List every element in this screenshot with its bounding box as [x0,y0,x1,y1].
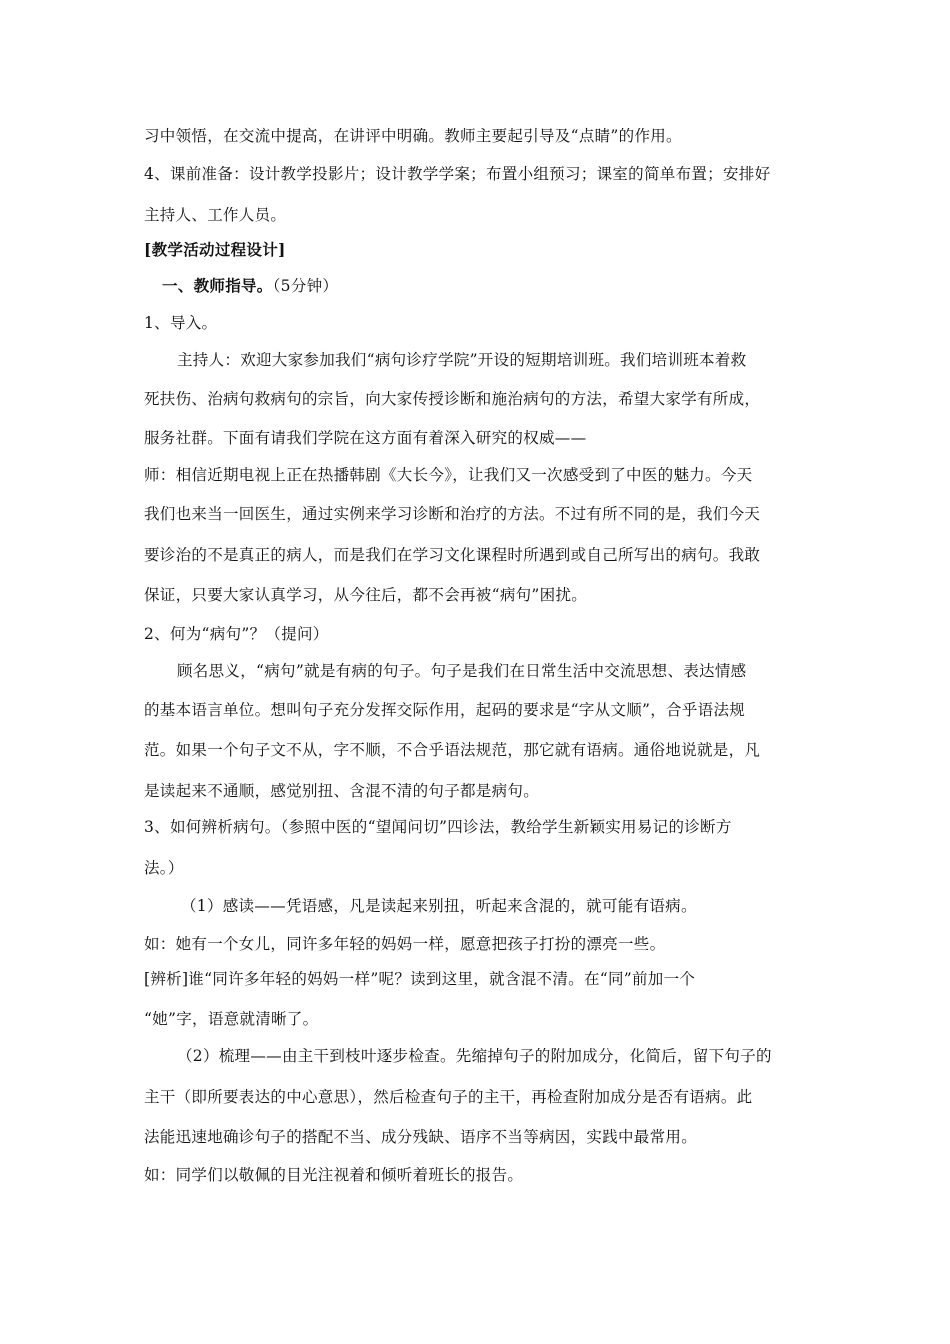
section-heading: [教学活动过程设计] [144,240,286,259]
text-line: [辨析]谁“同许多年轻的妈妈一样”呢？读到这里，就含混不清。在“同”前加一个 [144,970,696,988]
text-line: 保证，只要大家认真学习，从今往后，都不会再被“病句”困扰。 [144,586,588,604]
text-line: 法。） [144,859,184,877]
text-line: 法能迅速地确诊句子的搭配不当、成分残缺、语序不当等病因，实践中最常用。 [144,1128,698,1146]
text-line: （2）梳理——由主干到枝叶逐步检查。先缩掉句子的附加成分，化简后，留下句子的 [177,1047,772,1065]
text-line: 的基本语言单位。想叫句子充分发挥交际作用，起码的要求是“字从文顺”，合乎语法规 [144,701,746,719]
text-line: 主持人：欢迎大家参加我们“病句诊疗学院”开设的短期培训班。我们培训班本着救 [177,351,747,369]
text-line: “她”字，语意就清晰了。 [144,1010,319,1028]
text-line: 2、何为“病句”？（提问） [144,625,329,643]
subheading-title: 一、教师指导。 [162,276,273,295]
text-line: 顾名思义，“病句”就是有病的句子。句子是我们在日常生活中交流思想、表达情感 [177,662,747,680]
text-line: 1、导入。 [144,314,218,332]
text-line: 如：同学们以敬佩的目光注视着和倾听着班长的报告。 [144,1166,524,1184]
text-line: 师：相信近期电视上正在热播韩剧《大长今》，让我们又一次感受到了中医的魅力。今天 [144,466,753,484]
text-line: 3、如何辨析病句。（参照中医的“望闻问切”四诊法，教给学生新颖实用易记的诊断方 [144,818,732,836]
text-line: 要诊治的不是真正的病人，而是我们在学习文化课程时所遇到或自己所写出的病句。我敢 [144,546,761,564]
subheading-line [162,276,832,296]
text-line: 我们也来当一回医生，通过实例来学习诊断和治疗的方法。不过有所不同的是，我们今天 [144,505,761,523]
text-line: 死扶伤、治病句救病句的宗旨，向大家传授诊断和施治病句的方法，希望大家学有所成， [144,390,761,408]
text-line: 如：她有一个女儿，同许多年轻的妈妈一样，愿意把孩子打扮的漂亮一些。 [144,935,666,953]
text-line: 服务社群。下面有请我们学院在这方面有着深入研究的权威—— [144,429,587,447]
text-line: 范。如果一个句子文不从，字不顺，不合乎语法规范，那它就有语病。通俗地说就是，凡 [144,741,761,759]
text-line: （1）感读——凭语感，凡是读起来别扭，听起来含混的，就可能有语病。 [181,897,697,915]
text-line: 习中领悟，在交流中提高，在讲评中明确。教师主要起引导及“点睛”的作用。 [144,127,682,145]
text-line: 主持人、工作人员。 [144,206,287,224]
text-line: 4、课前准备：设计教学投影片；设计教学学案；布置小组预习；课室的简单布置；安排好 [144,165,771,183]
subheading-duration: （5分钟） [272,277,339,295]
text-line: 主干（即所要表达的中心意思），然后检查句子的主干，再检查附加成分是否有语病。此 [144,1088,753,1106]
text-line: 是读起来不通顺，感觉别扭、含混不清的句子都是病句。 [144,782,540,800]
